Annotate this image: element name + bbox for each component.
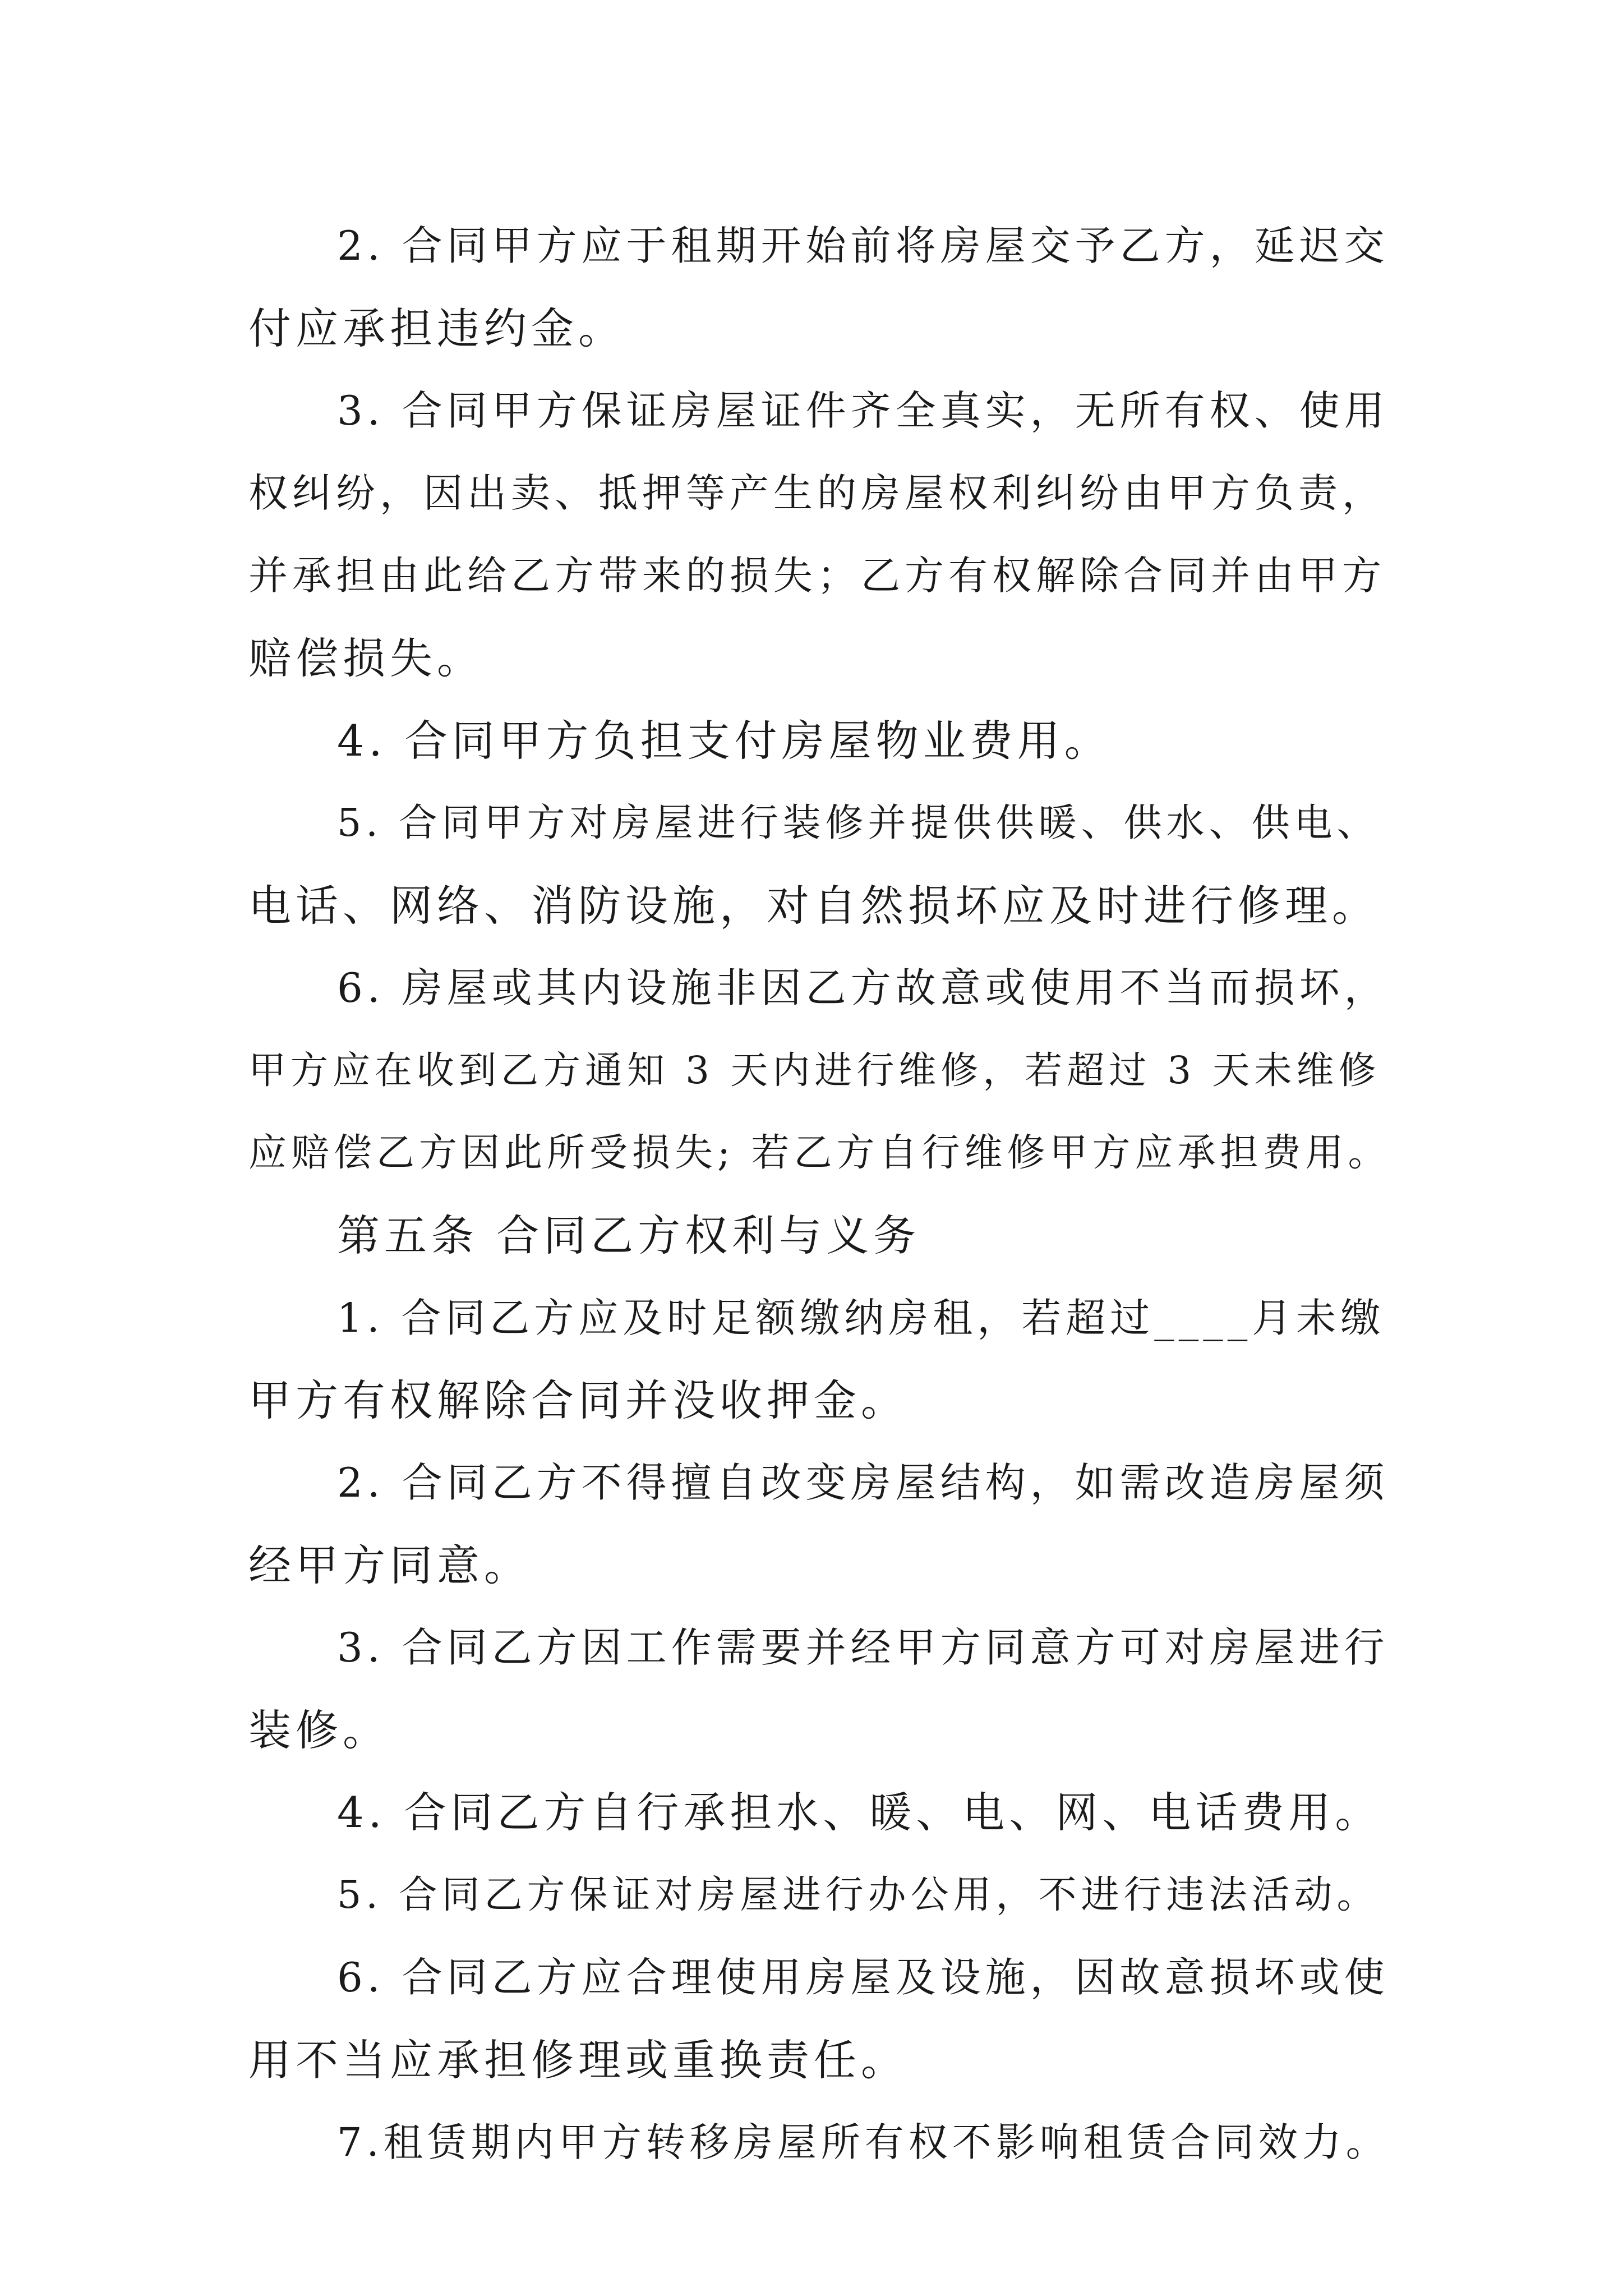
- text-line: 4. 合同甲方负担支付房屋物业费用。: [337, 716, 1112, 766]
- text-line: 应赔偿乙方因此所受损失; 若乙方自行维修甲方应承担费用。: [248, 1131, 1391, 1175]
- text-line: 经甲方同意。: [248, 1540, 531, 1590]
- text-line: 权纠纷，因出卖、抵押等产生的房屋权利纠纷由甲方负责，: [248, 470, 1386, 516]
- text-line: 3. 合同甲方保证房屋证件齐全真实，无所有权、使用: [337, 387, 1389, 434]
- text-line: 赔偿损失。: [248, 633, 484, 683]
- document-page: [248, 205, 1393, 2184]
- text-line: 6. 房屋或其内设施非因乙方故意或使用不当而损坏，: [337, 964, 1389, 1011]
- text-line: 装修。: [248, 1705, 390, 1755]
- section-heading: 第五条 合同乙方权利与义务: [337, 1211, 921, 1260]
- text-line: 甲方有权解除合同并没收押金。: [248, 1375, 908, 1425]
- text-line: 7.租赁期内甲方转移房屋所有权不影响租赁合同效力。: [337, 2119, 1390, 2165]
- text-line: 5. 合同甲方对房屋进行装修并提供供暖、供水、供电、: [337, 801, 1380, 845]
- text-line: 付应承担违约金。: [248, 303, 625, 353]
- text-line: 电话、网络、消防设施，对自然损坏应及时进行修理。: [248, 881, 1379, 931]
- text-line: 甲方应在收到乙方通知 3 天内进行维修，若超过 3 天未维修: [248, 1048, 1381, 1092]
- text-line: 5. 合同乙方保证对房屋进行办公用，不进行违法活动。: [337, 1873, 1380, 1917]
- text-line: 2. 合同乙方不得擅自改变房屋结构，如需改造房屋须: [337, 1459, 1389, 1506]
- text-line: 6. 合同乙方应合理使用房屋及设施，因故意损坏或使: [337, 1954, 1389, 2001]
- text-line: 1. 合同乙方应及时足额缴纳房租，若超过____月未缴: [337, 1295, 1385, 1341]
- text-line: 用不当应承担修理或重换责任。: [248, 2035, 908, 2085]
- text-line: 并承担由此给乙方带来的损失；乙方有权解除合同并由甲方: [248, 553, 1386, 599]
- text-line: 4. 合同乙方自行承担水、暖、电、网、电话费用。: [337, 1788, 1382, 1837]
- text-line: 3. 合同乙方因工作需要并经甲方同意方可对房屋进行: [337, 1624, 1389, 1671]
- text-line: 2. 合同甲方应于租期开始前将房屋交予乙方，延迟交: [337, 222, 1389, 269]
